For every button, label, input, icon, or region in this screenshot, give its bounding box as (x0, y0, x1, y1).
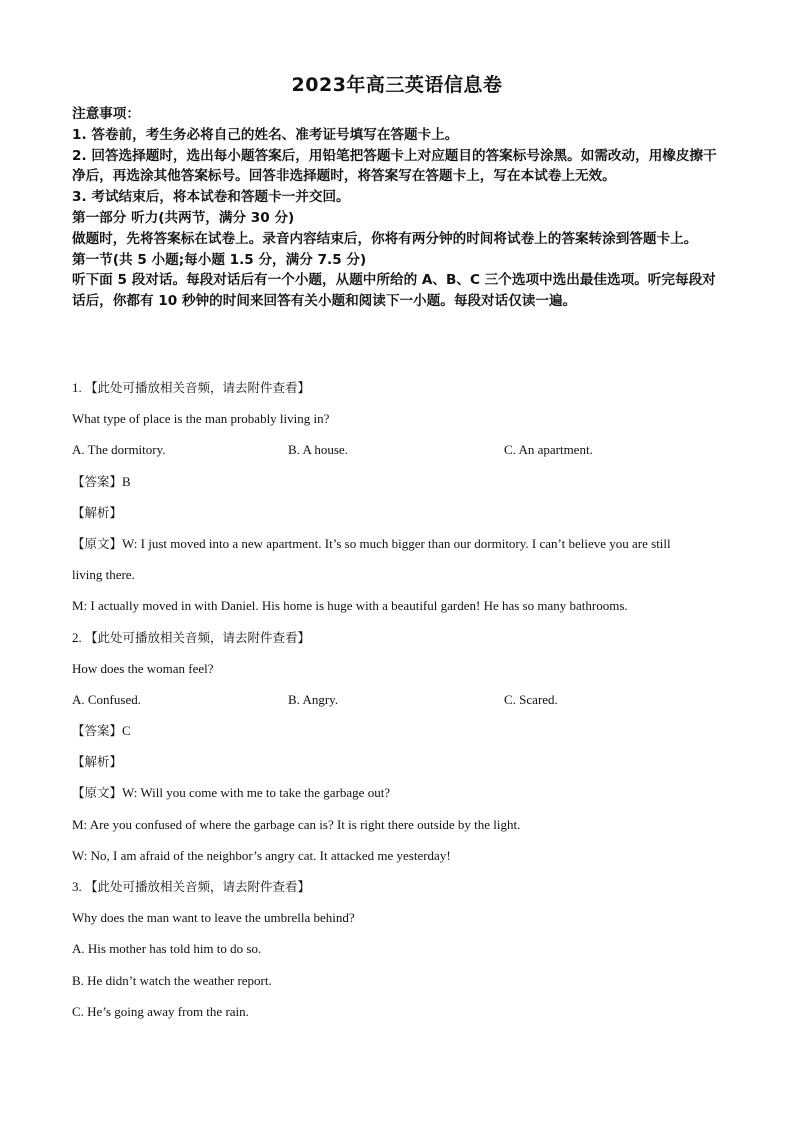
answer-value: C (122, 723, 131, 739)
option-c: C. An apartment. (504, 442, 593, 458)
note-item-2: 2. 回答选择题时，选出每小题答案后，用铅笔把答题卡上对应题目的答案标号涂黑。如需改动，用橡皮擦干净后，再选涂其他答案标号。回答非选择题时，将答案写在答题卡上，写在本试卷上无效。 (72, 147, 717, 185)
audio-note[interactable]: 【此处可播放相关音频，请去附件查看】 (85, 380, 311, 395)
question-2-answer (72, 715, 732, 746)
option-a: A. His mother has told him to do so. (72, 941, 262, 957)
question-2-text: How does the woman feel? (72, 660, 214, 676)
question-number: 2. (72, 629, 82, 645)
option-b: B. He didn’t watch the weather report. (72, 972, 272, 988)
option-a: A. Confused. (72, 691, 141, 707)
question-2-audio (72, 622, 732, 653)
questions-body (72, 372, 732, 1027)
answer-value: B (122, 473, 131, 489)
question-1-analysis: 【解析】 (72, 504, 123, 520)
subsection-heading: 第一节(共 5 小题;每小题 1.5 分，满分 7.5 分) (72, 251, 367, 268)
question-2-options (72, 684, 732, 715)
question-1-audio (72, 372, 732, 403)
transcript-line: W: No, I am afraid of the neighbor’s angry cat. It attacked me yesterday! (72, 847, 451, 863)
audio-note[interactable]: 【此处可播放相关音频，请去附件查看】 (85, 879, 311, 894)
question-3-text: Why does the man want to leave the umbrella behind? (72, 910, 355, 926)
question-1-text: What type of place is the man probably living in? (72, 411, 330, 427)
question-3-audio (72, 871, 732, 902)
page-title: 2023年高三英语信息卷 (291, 74, 503, 96)
option-a: A. The dormitory. (72, 442, 166, 458)
option-b: B. Angry. (288, 691, 339, 707)
answer-label: 【答案】 (72, 723, 123, 739)
transcript-line-cont: living there. (72, 567, 135, 583)
transcript-line: W: Will you come with me to take the garbage out? (122, 785, 391, 801)
transcript-line: M: Are you confused of where the garbage can is? It is right there outside by the light. (72, 816, 521, 832)
answer-label: 【答案】 (72, 473, 123, 489)
section-heading: 第一部分 听力(共两节，满分 30 分) (72, 209, 295, 226)
question-1-options (72, 434, 732, 465)
question-number: 1. (72, 380, 82, 395)
question-number: 3. (72, 879, 82, 894)
option-b: B. A house. (288, 442, 348, 458)
section-instructions: 做题时，先将答案标在试卷上。录音内容结束后，你将有两分钟的时间将试卷上的答案转涂到答题卡上。 (72, 230, 698, 247)
transcript-label: 【原文】 (72, 785, 123, 801)
transcript-label: 【原文】 (72, 535, 123, 551)
transcript-line: W: I just moved into a new apartment. It’s so much bigger than our dormitory. I can’t believe you are still (122, 535, 671, 551)
option-c: C. He’s going away from the rain. (72, 1003, 249, 1019)
question-2-analysis: 【解析】 (72, 754, 123, 770)
note-item-1: 1. 答卷前，考生务必将自己的姓名、准考证号填写在答题卡上。 (72, 126, 459, 143)
question-2-transcript (72, 777, 732, 808)
question-1-answer (72, 466, 732, 497)
instructions-block (72, 104, 720, 312)
notes-heading: 注意事项： (72, 106, 140, 122)
subsection-instructions: 听下面 5 段对话。每段对话后有一个小题，从题中所给的 A、B、C 三个选项中选出最佳选项。听完每段对话后，你都有 10 秒钟的时间来回答有关小题和阅读下一小题。每段对话仅读一遍。 (72, 272, 716, 310)
question-1-transcript (72, 528, 732, 559)
transcript-line: M: I actually moved in with Daniel. His home is huge with a beautiful garden! He has so many bathrooms. (72, 598, 628, 614)
audio-note[interactable]: 【此处可播放相关音频，请去附件查看】 (85, 629, 311, 645)
note-item-3: 3. 考试结束后，将本试卷和答题卡一并交回。 (72, 189, 350, 206)
option-c: C. Scared. (504, 691, 558, 707)
